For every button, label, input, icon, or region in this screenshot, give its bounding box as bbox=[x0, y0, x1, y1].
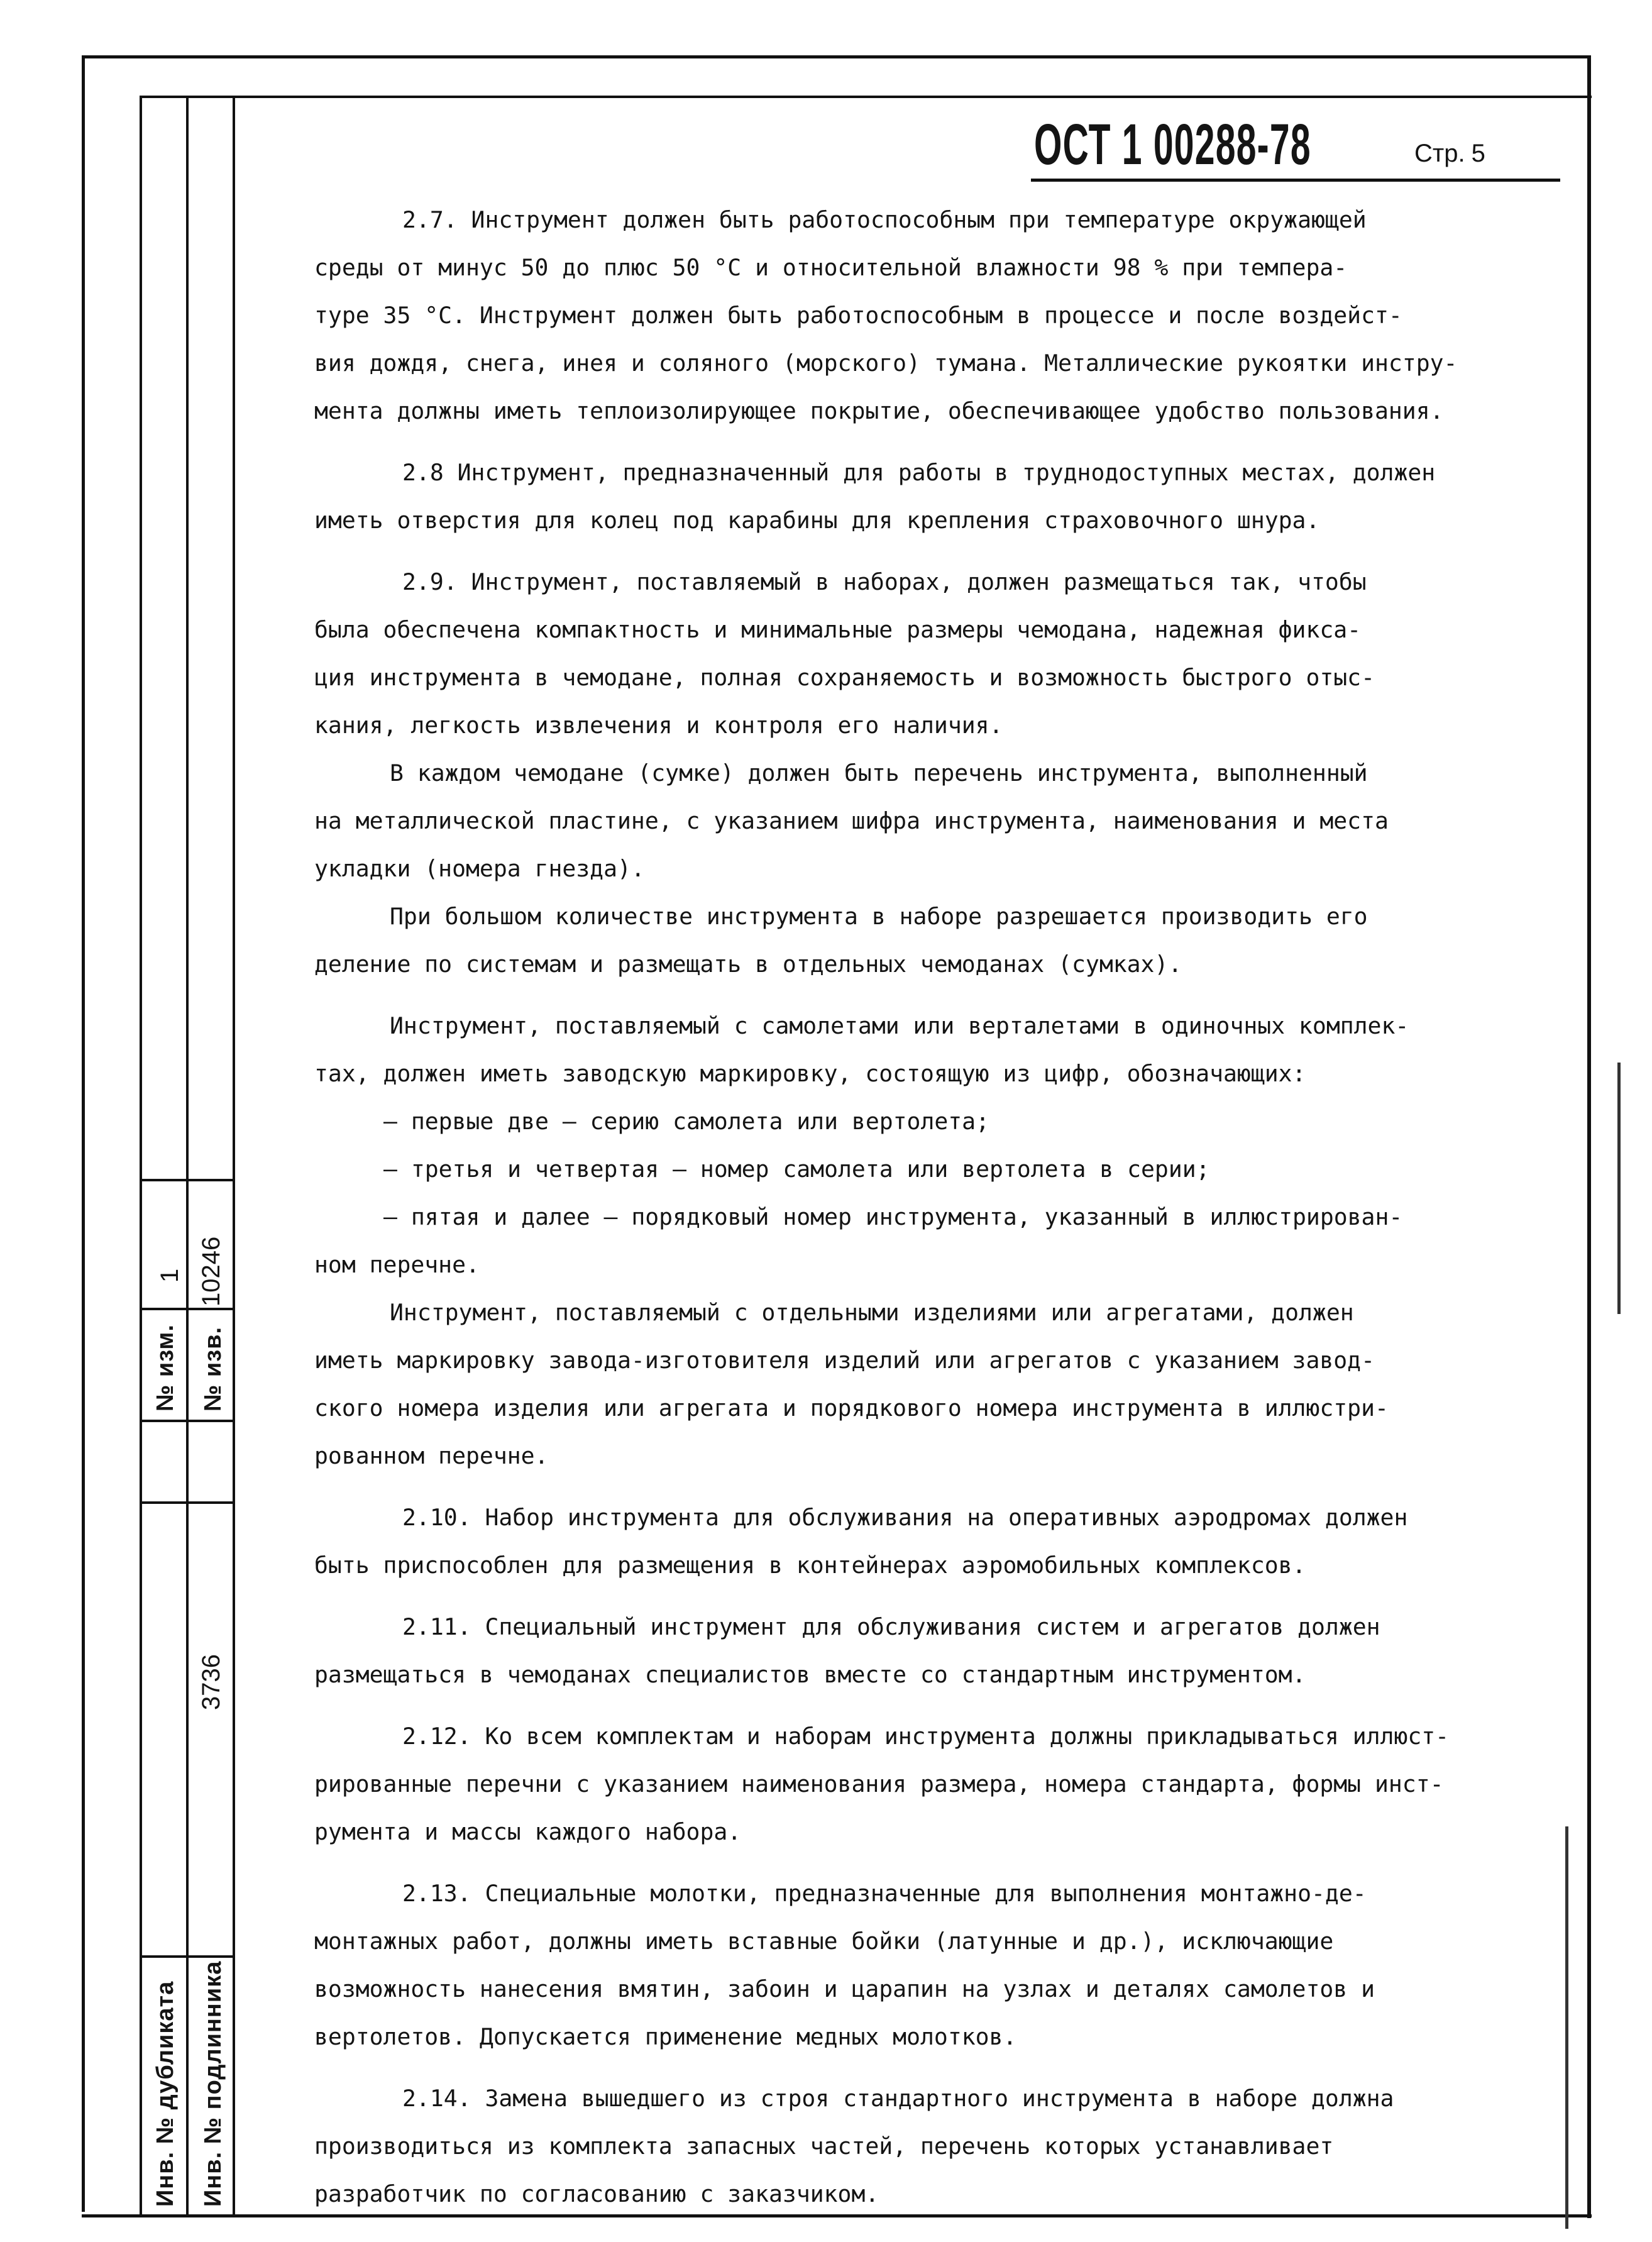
text-line: вия дождя, снега, инея и соляного (морского) тумана. Металлические рукоятки инстру- bbox=[314, 350, 1458, 377]
paragraph-2-12 bbox=[314, 1713, 1565, 1856]
text-line: размещаться в чемоданах специалистов вместе со стандартным инструментом. bbox=[314, 1661, 1306, 1688]
text-line: была обеспечена компактность и минимальные размеры чемодана, надежная фикса- bbox=[314, 616, 1362, 643]
text-line: При большом количестве инструмента в наборе разрешается производить его bbox=[390, 903, 1368, 930]
stamp-rule bbox=[140, 1420, 233, 1422]
text-line: среды от минус 50 до плюс 50 °С и относительной влажности 98 % при темпера- bbox=[314, 254, 1348, 281]
text-line: румента и массы каждого набора. bbox=[314, 1818, 742, 1845]
stamp-rule bbox=[140, 1308, 233, 1310]
stamp-column bbox=[140, 96, 233, 2214]
text-line: мента должны иметь теплоизолирующее покрытие, обеспечивающее удобство пользования. bbox=[314, 397, 1444, 424]
change-number-value: 1 bbox=[156, 1268, 184, 1283]
paragraph-2-9-marking bbox=[314, 1002, 1565, 1289]
frame-top-rule bbox=[140, 96, 1592, 98]
scan-edge-mark bbox=[1617, 1063, 1621, 1314]
text-line: 2.7. Инструмент должен быть работоспособным при температуре окружающей bbox=[402, 206, 1367, 233]
original-inventory-value: 3736 bbox=[197, 1654, 225, 1710]
paragraph-2-9 bbox=[314, 558, 1565, 749]
text-line: рированные перечни с указанием наименования размера, номера стандарта, формы инст- bbox=[314, 1770, 1444, 1797]
document-body bbox=[314, 196, 1565, 2218]
text-line: разработчик по согласованию с заказчиком. bbox=[314, 2180, 879, 2207]
text-line: деление по системам и размещать в отдельных чемоданах (сумках). bbox=[314, 951, 1182, 978]
notice-number-value: 10246 bbox=[197, 1236, 225, 1306]
text-line: иметь маркировку завода-изготовителя изделий или агрегатов с указанием завод- bbox=[314, 1347, 1375, 1374]
text-line: на металлической пластине, с указанием шифра инструмента, наименования и места bbox=[314, 807, 1389, 834]
notice-number-label: № изв. bbox=[200, 1326, 226, 1411]
page-number: 5 bbox=[1471, 140, 1485, 167]
text-line: тах, должен иметь заводскую маркировку, состоящую из цифр, обозначающих: bbox=[314, 1060, 1306, 1087]
scan-edge-mark bbox=[1565, 1826, 1568, 2229]
page-label: Стр. bbox=[1414, 140, 1465, 167]
text-line: 2.8 Инструмент, предназначенный для работы в труднодоступных местах, должен bbox=[402, 459, 1436, 486]
stamp-divider bbox=[186, 96, 189, 2214]
text-line: 2.11. Специальный инструмент для обслуживания систем и агрегатов должен bbox=[402, 1613, 1380, 1640]
duplicate-inventory-label: Инв. № дубликата bbox=[152, 1980, 179, 2207]
stamp-rule bbox=[140, 1179, 233, 1181]
text-line: 2.10. Набор инструмента для обслуживания на оперативных аэродромах должен bbox=[402, 1504, 1408, 1531]
stamp-rule bbox=[140, 1501, 233, 1504]
text-line: Инструмент, поставляемый с самолетами или верталетами в одиночных комплек- bbox=[390, 1012, 1409, 1039]
text-line: Инструмент, поставляемый с отдельными изделиями или агрегатами, должен bbox=[390, 1299, 1354, 1326]
paragraph-2-7 bbox=[314, 196, 1565, 435]
frame-right-border bbox=[1587, 55, 1591, 2218]
original-inventory-label: Инв. № подлинника bbox=[200, 1960, 226, 2207]
paragraph-2-11 bbox=[314, 1603, 1565, 1699]
text-line: ция инструмента в чемодане, полная сохраняемость и возможность быстрого отыс- bbox=[314, 664, 1375, 691]
text-line: возможность нанесения вмятин, забоин и царапин на узлах и деталях самолетов и bbox=[314, 1975, 1375, 2002]
paragraph-2-9-division bbox=[314, 893, 1565, 988]
text-line: кания, легкость извлечения и контроля его наличия. bbox=[314, 712, 1003, 739]
standard-code: ОСТ 1 00288-78 bbox=[1034, 113, 1311, 177]
text-line: 2.14. Замена вышедшего из строя стандартного инструмента в наборе должна bbox=[402, 2085, 1394, 2112]
paragraph-2-9-factory-marking bbox=[314, 1289, 1565, 1480]
text-line: иметь отверстия для колец под карабины для крепления страховочного шнура. bbox=[314, 507, 1320, 534]
text-line: 2.9. Инструмент, поставляемый в наборах, должен размещаться так, чтобы bbox=[402, 568, 1367, 595]
paragraph-2-9-list bbox=[314, 749, 1565, 893]
text-line: ном перечне. bbox=[314, 1251, 480, 1278]
text-line: вертолетов. Допускается применение медных молотков. bbox=[314, 2023, 1017, 2050]
text-line: рованном перечне. bbox=[314, 1442, 549, 1469]
text-line: 2.13. Специальные молотки, предназначенные для выполнения монтажно-де- bbox=[402, 1880, 1367, 1907]
text-line: туре 35 °С. Инструмент должен быть работоспособным в процессе и после воздейст- bbox=[314, 302, 1402, 329]
list-item: – первые две – серию самолета или вертолета; bbox=[383, 1108, 989, 1135]
paragraph-2-13 bbox=[314, 1870, 1565, 2061]
text-line: ского номера изделия или агрегата и порядкового номера инструмента в иллюстри- bbox=[314, 1394, 1389, 1422]
stamp-right-border bbox=[233, 96, 235, 2214]
text-line: укладки (номера гнезда). bbox=[314, 855, 645, 882]
text-line: В каждом чемодане (сумке) должен быть перечень инструмента, выполненный bbox=[390, 759, 1368, 787]
list-item: – третья и четвертая – номер самолета или вертолета в серии; bbox=[383, 1156, 1210, 1183]
paragraph-2-14 bbox=[314, 2075, 1565, 2218]
page-indicator bbox=[1414, 140, 1485, 168]
text-line: 2.12. Ко всем комплектам и наборам инструмента должны прикладываться иллюст- bbox=[402, 1723, 1450, 1750]
text-line: монтажных работ, должны иметь вставные бойки (латунные и др.), исключающие bbox=[314, 1928, 1334, 1955]
text-line: производиться из комплекта запасных частей, перечень которых устанавливает bbox=[314, 2133, 1334, 2160]
paragraph-2-8 bbox=[314, 449, 1565, 544]
change-number-label: № изм. bbox=[152, 1324, 179, 1411]
header-underline bbox=[1031, 179, 1560, 182]
paragraph-2-10 bbox=[314, 1494, 1565, 1589]
list-item: – пятая и далее – порядковый номер инструмента, указанный в иллюстрирован- bbox=[383, 1203, 1403, 1230]
text-line: быть приспособлен для размещения в контейнерах аэромобильных комплексов. bbox=[314, 1552, 1306, 1579]
stamp-rule bbox=[140, 1955, 233, 1958]
